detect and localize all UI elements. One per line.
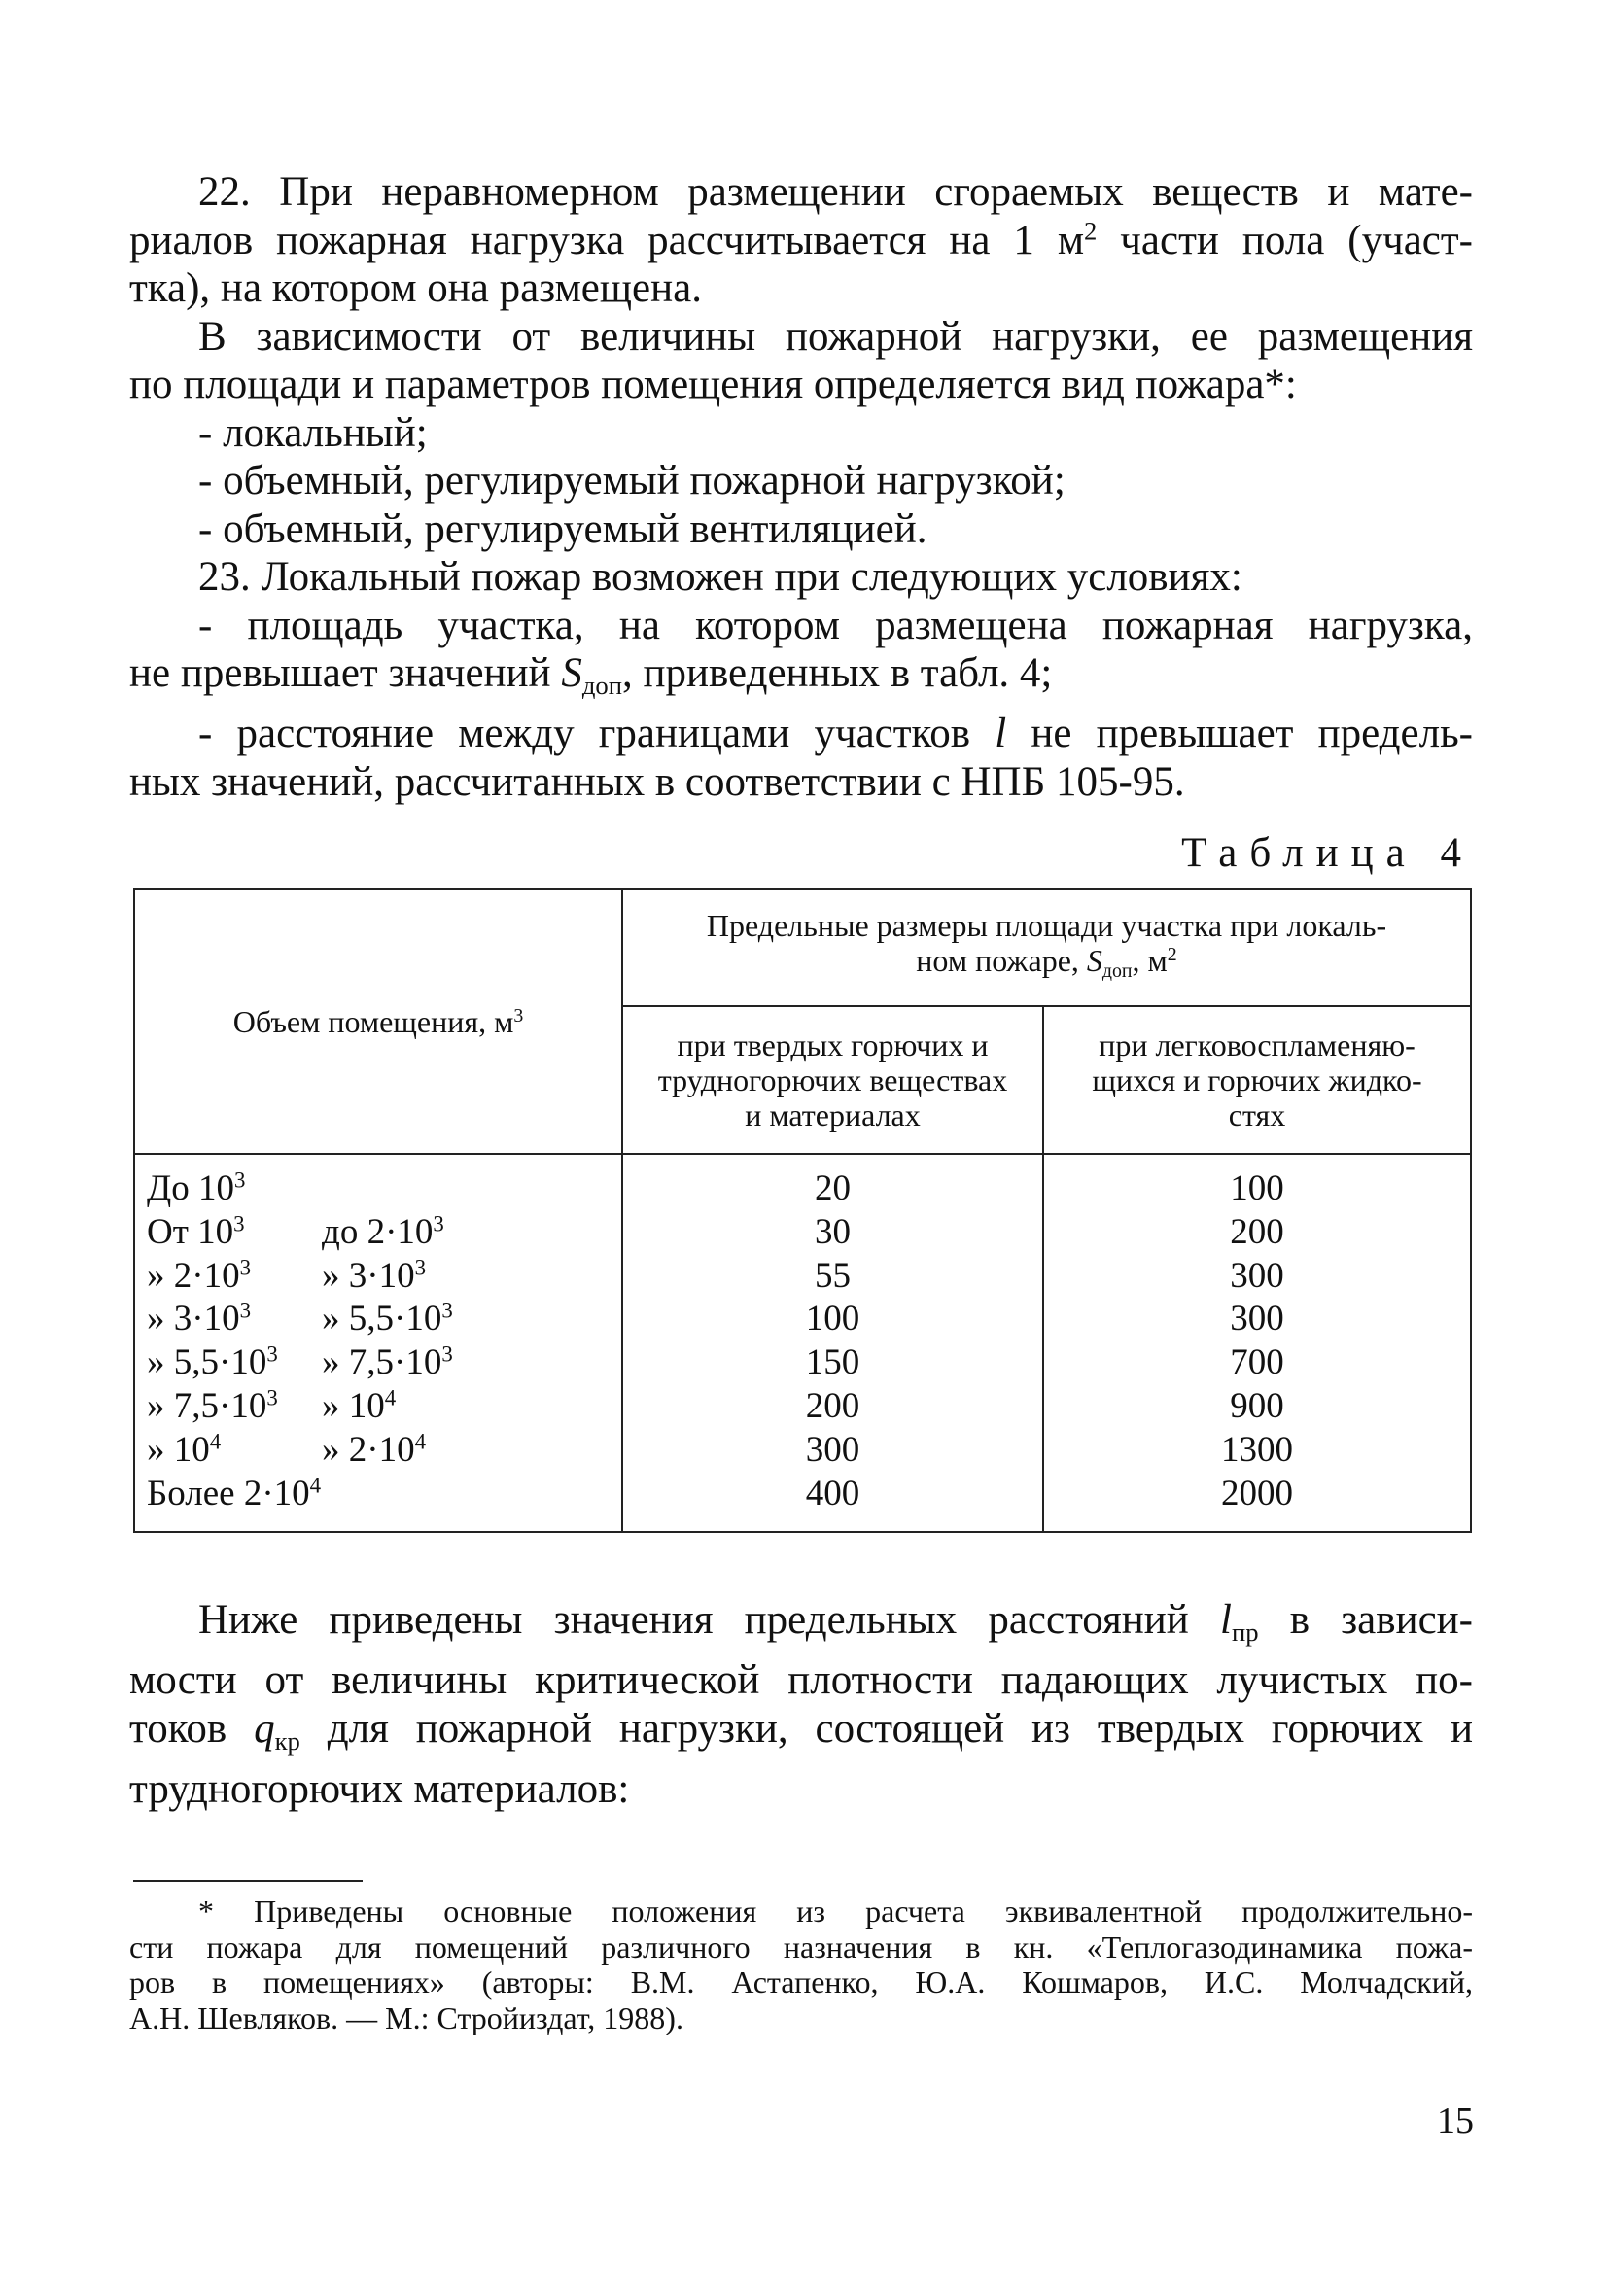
body-text-upper [129, 168, 1473, 806]
table-column-liquid [1044, 1167, 1470, 1515]
footnote-line-4: А.Н. Шевляков. — М.: Стройиздат, 1988). [129, 2000, 683, 2035]
table-cell-solid: 100 [805, 1299, 860, 1339]
table-cell-liquid: 200 [1230, 1211, 1284, 1252]
table-cell-solid: 150 [805, 1342, 860, 1383]
table-cell-solid: 55 [815, 1255, 851, 1296]
paragraph-fire-types-line-2: по площади и параметров помещения определяется вид пожара*: [129, 362, 1297, 407]
table-cell-liquid: 900 [1230, 1385, 1284, 1426]
table-divider-header-body [135, 1153, 1470, 1155]
table-cell-solid: 200 [805, 1385, 860, 1426]
table-column-volume [147, 1167, 613, 1515]
paragraph-distances-line-2: мости от величины критической плотности падающих лучистых по- [129, 1657, 1473, 1704]
table-cell-solid: 300 [805, 1429, 860, 1470]
paragraph-distances-line-1: Ниже приведены значения предельных расстояний $l_{пр}$ в зависи- [198, 1597, 1473, 1647]
table-row-volume: От $10^3$ до $2\cdot 10^3$ [147, 1211, 444, 1252]
table-header-solid: при твердых горючих и трудногорючих веществах и материалах [657, 1027, 1008, 1132]
table-title: Таблица 4 [1181, 830, 1474, 876]
footnote-line-2: сти пожара для помещений различного назначения в кн. «Теплогазодинамика пожа- [129, 1929, 1473, 1965]
table-cell-liquid: 100 [1230, 1168, 1284, 1208]
footnote-separator [133, 1880, 363, 1882]
table-cell-liquid: 2000 [1221, 1473, 1293, 1513]
fire-type-volume-ventilation: - объемный, регулируемый вентиляцией. [198, 505, 927, 552]
table-cell-liquid: 300 [1230, 1299, 1284, 1339]
table-cell-solid: 400 [805, 1473, 860, 1513]
paragraph-22-line-1: 22. При неравномерном размещении сгораемых веществ и мате- [198, 169, 1473, 215]
table-row-volume: » $2\cdot 10^3$ » $3\cdot 10^3$ [147, 1254, 427, 1296]
paragraph-distances-line-4: трудногорючих материалов: [129, 1766, 630, 1813]
footnote [129, 1894, 1473, 2035]
condition-1-line-2: не превышает значений $S_{доп}$, приведенных в табл. 4; [129, 650, 1053, 700]
table-row-volume: » $7,5\cdot 10^3$ » $10^4$ [147, 1385, 397, 1426]
table-header-liquid: при легковоспламеняю- щихся и горючих жидко- стях [1092, 1027, 1422, 1132]
fire-type-local: - локальный; [198, 409, 428, 456]
page-number: 15 [1437, 2101, 1474, 2141]
paragraph-fire-types-line-1: В зависимости от величины пожарной нагрузки, ее размещения [198, 313, 1473, 360]
condition-2-line-2: ных значений, рассчитанных в соответствии с НПБ 105-95. [129, 758, 1185, 805]
body-text-lower [129, 1596, 1473, 1814]
condition-2-line-1: - расстояние между границами участков l не превышает предель- [198, 711, 1473, 757]
paragraph-22-line-2: риалов пожарная нагрузка рассчитывается на 1 $м^2$ части пола (участ- [129, 215, 1473, 263]
paragraph-23: 23. Локальный пожар возможен при следующих условиях: [198, 554, 1242, 600]
table-4 [133, 888, 1472, 1533]
table-row-volume: До $10^3$ [147, 1167, 246, 1208]
table-cell-solid: 30 [815, 1211, 851, 1252]
table-header-volume: Объем помещения, $м^3$ [232, 1004, 524, 1039]
footnote-line-3: ров в помещениях» (авторы: В.М. Астапенко, Ю.А. Кошмаров, И.С. Молчадский, [129, 1965, 1473, 2000]
footnote-line-1: * Приведены основные положения из расчета эквивалентной продолжительно- [198, 1894, 1473, 1929]
table-cell-liquid: 300 [1230, 1255, 1284, 1296]
table-cell-solid: 20 [815, 1168, 851, 1208]
table-row-volume: » $5,5\cdot 10^3$ » $7,5\cdot 10^3$ [147, 1341, 453, 1383]
table-row-volume: Более $2\cdot 10^4$ [147, 1472, 322, 1513]
paragraph-22-line-3: тка), на котором она размещена. [129, 265, 702, 311]
table-cell-liquid: 1300 [1221, 1429, 1293, 1470]
table-header-group: Предельные размеры площади участка при локаль- ном пожаре, $S_{доп}$, $м^2$ [706, 907, 1387, 982]
table-cell-liquid: 700 [1230, 1342, 1284, 1383]
paragraph-distances-line-3: токов $q_{кр}$ для пожарной нагрузки, состоящей из твердых горючих и [129, 1705, 1473, 1756]
table-row-volume: » $3\cdot 10^3$ » $5,5\cdot 10^3$ [147, 1298, 453, 1339]
table-column-solid [623, 1167, 1042, 1515]
fire-type-volume-load: - объемный, регулируемый пожарной нагрузкой; [198, 458, 1066, 504]
condition-1-line-1: - площадь участка, на котором размещена пожарная нагрузка, [198, 602, 1473, 648]
table-row-volume: » $10^4$ » $2\cdot 10^4$ [147, 1429, 427, 1470]
